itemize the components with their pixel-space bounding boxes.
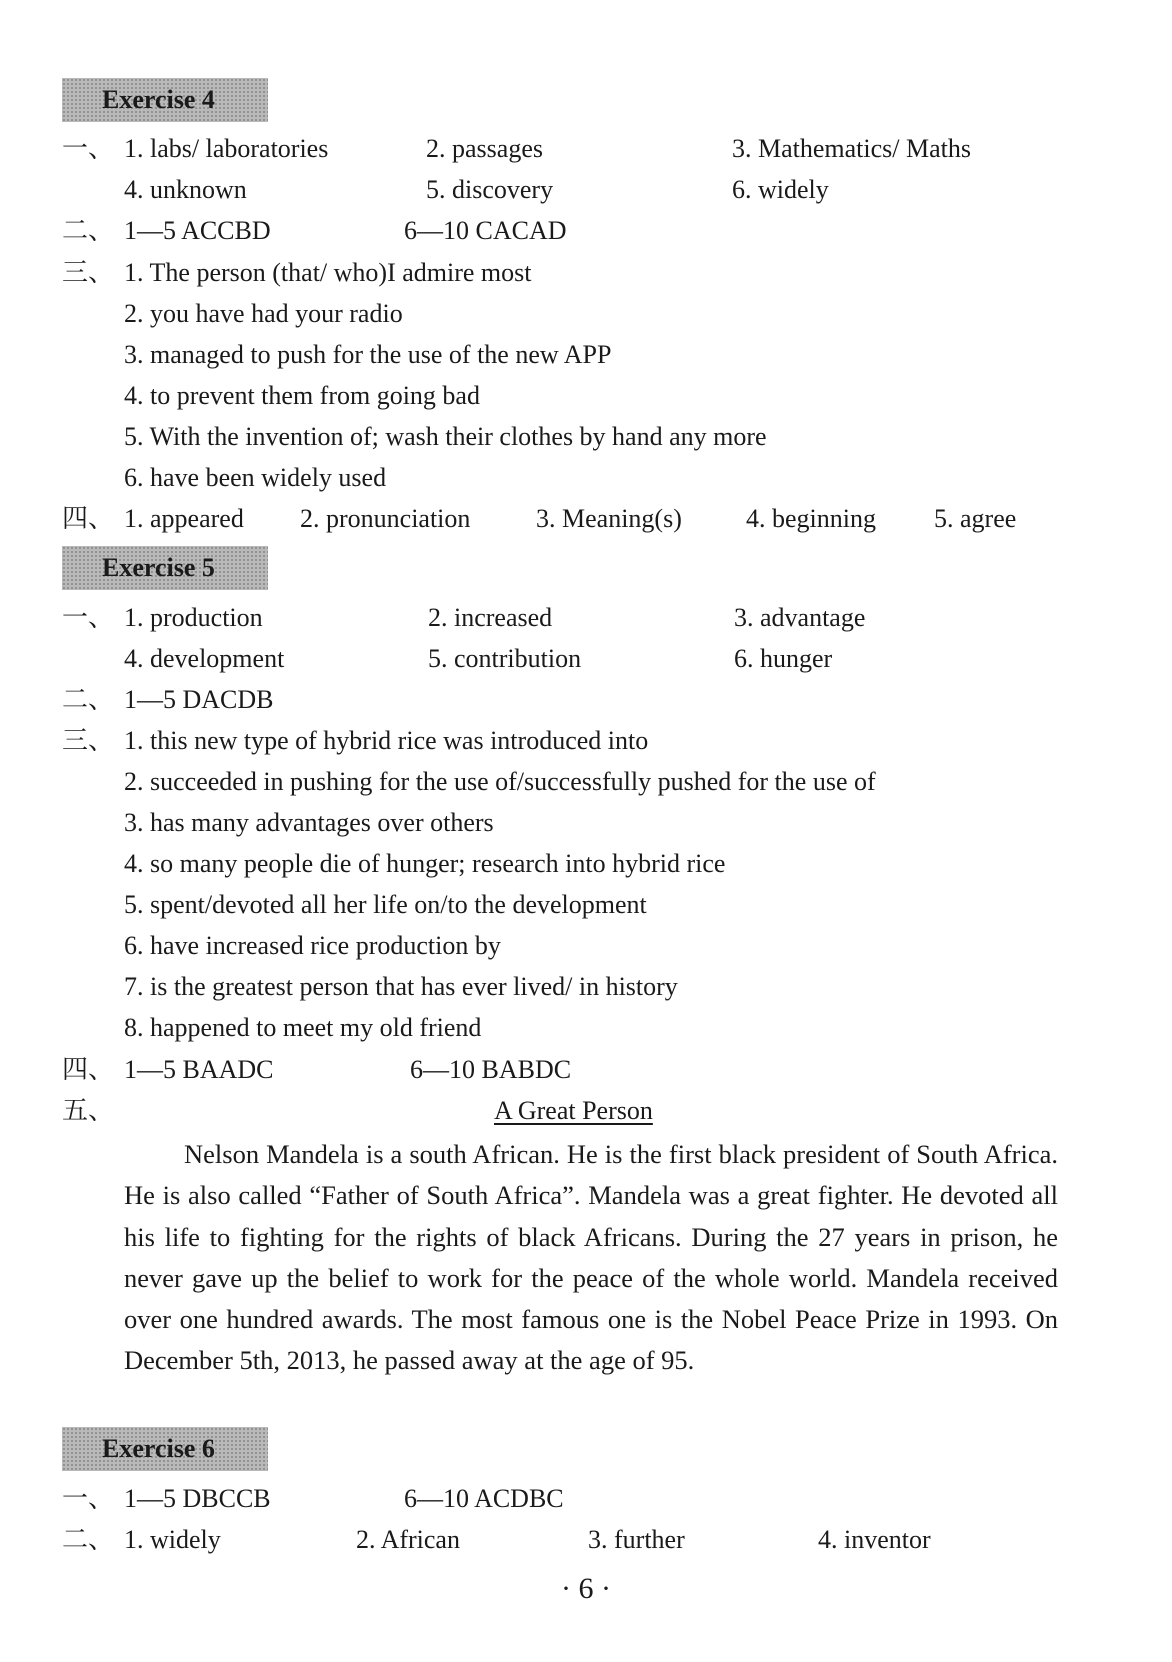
ex4-s3-item: 1. The person (that/ who)I admire most bbox=[124, 258, 532, 287]
ex4-s4-item: 1. appeared bbox=[124, 504, 244, 533]
ex5-section-2-number: 二、 bbox=[62, 685, 115, 714]
ex6-s2-item: 3. further bbox=[588, 1525, 685, 1554]
ex5-s3-item: 4. so many people die of hunger; research into hybrid rice bbox=[124, 849, 726, 878]
ex5-s2-answers: 1—5 DACDB bbox=[124, 685, 274, 714]
ex4-s4-item: 3. Meaning(s) bbox=[536, 504, 682, 533]
ex5-s1-item: 1. production bbox=[124, 603, 263, 632]
ex5-s1-item: 6. hunger bbox=[734, 644, 833, 673]
ex6-section-2-number: 二、 bbox=[62, 1525, 115, 1554]
ex5-s1-item: 4. development bbox=[124, 644, 285, 673]
ex6-s1-answers: 1—5 DBCCB bbox=[124, 1484, 271, 1513]
ex6-s2-item: 4. inventor bbox=[818, 1525, 931, 1554]
ex4-s1-item: 4. unknown bbox=[124, 175, 247, 204]
ex5-section-5-number: 五、 bbox=[62, 1096, 115, 1125]
ex4-section-2-number: 二、 bbox=[62, 216, 115, 245]
ex5-s3-item: 2. succeeded in pushing for the use of/successfully pushed for the use of bbox=[124, 767, 876, 796]
ex4-s3-item: 6. have been widely used bbox=[124, 463, 387, 492]
ex4-section-1-number: 一、 bbox=[62, 134, 115, 163]
ex5-s3-item: 5. spent/devoted all her life on/to the development bbox=[124, 890, 647, 919]
exercise-5-heading: Exercise 5 bbox=[62, 546, 268, 590]
page-number: · 6 · bbox=[561, 1572, 611, 1605]
ex5-s3-item: 1. this new type of hybrid rice was introduced into bbox=[124, 726, 649, 755]
essay-paragraph bbox=[124, 1134, 1058, 1382]
ex4-s4-item: 5. agree bbox=[934, 504, 1017, 533]
ex4-s1-item: 5. discovery bbox=[426, 175, 554, 204]
ex5-s4-answers: 6—10 BABDC bbox=[410, 1055, 572, 1084]
ex4-s3-item: 3. managed to push for the use of the new APP bbox=[124, 340, 612, 369]
ex4-section-4-number: 四、 bbox=[62, 504, 115, 533]
ex6-s2-item: 2. African bbox=[356, 1525, 460, 1554]
essay-text: Nelson Mandela is a south African. He is the first black president of South Africa. He is also called “Father of South Africa”. Mandela was a great fighter. He devoted all his life to fighting for the rights of black Africans. During the 27 years in prison, he never gave up the belief to work for the peace of the whole world. Mandela received over one hundred awards. The most famous one is the Nobel Peace Prize in 1993. On December 5th, 2013, he passed away at the age of 95. bbox=[124, 1139, 1058, 1376]
ex4-s3-item: 5. With the invention of; wash their clothes by hand any more bbox=[124, 422, 767, 451]
ex6-section-1-number: 一、 bbox=[62, 1484, 115, 1513]
ex5-s3-item: 3. has many advantages over others bbox=[124, 808, 494, 837]
exercise-6-heading: Exercise 6 bbox=[62, 1427, 268, 1471]
ex5-section-4-number: 四、 bbox=[62, 1055, 115, 1084]
ex4-section-3-number: 三、 bbox=[62, 258, 115, 287]
ex5-section-3-number: 三、 bbox=[62, 726, 115, 755]
exercise-4-heading: Exercise 4 bbox=[62, 78, 268, 122]
ex4-s1-item: 6. widely bbox=[732, 175, 829, 204]
ex5-section-1-number: 一、 bbox=[62, 603, 115, 632]
ex4-s4-item: 2. pronunciation bbox=[300, 504, 471, 533]
ex4-s1-item: 1. labs/ laboratories bbox=[124, 134, 329, 163]
ex5-s1-item: 5. contribution bbox=[428, 644, 582, 673]
ex4-s1-item: 3. Mathematics/ Maths bbox=[732, 134, 972, 163]
ex5-s1-item: 3. advantage bbox=[734, 603, 866, 632]
ex4-s2-answers: 1—5 ACCBD bbox=[124, 216, 271, 245]
ex4-s2-answers: 6—10 CACAD bbox=[404, 216, 567, 245]
ex5-s1-item: 2. increased bbox=[428, 603, 553, 632]
ex4-s3-item: 2. you have had your radio bbox=[124, 299, 403, 328]
ex6-s2-item: 1. widely bbox=[124, 1525, 221, 1554]
essay-title: A Great Person bbox=[494, 1096, 653, 1125]
ex6-s1-answers: 6—10 ACDBC bbox=[404, 1484, 564, 1513]
ex4-s1-item: 2. passages bbox=[426, 134, 543, 163]
ex4-s4-item: 4. beginning bbox=[746, 504, 876, 533]
ex4-s3-item: 4. to prevent them from going bad bbox=[124, 381, 480, 410]
ex5-s3-item: 8. happened to meet my old friend bbox=[124, 1013, 482, 1042]
ex5-s3-item: 7. is the greatest person that has ever lived/ in history bbox=[124, 972, 678, 1001]
ex5-s3-item: 6. have increased rice production by bbox=[124, 931, 501, 960]
ex5-s4-answers: 1—5 BAADC bbox=[124, 1055, 274, 1084]
